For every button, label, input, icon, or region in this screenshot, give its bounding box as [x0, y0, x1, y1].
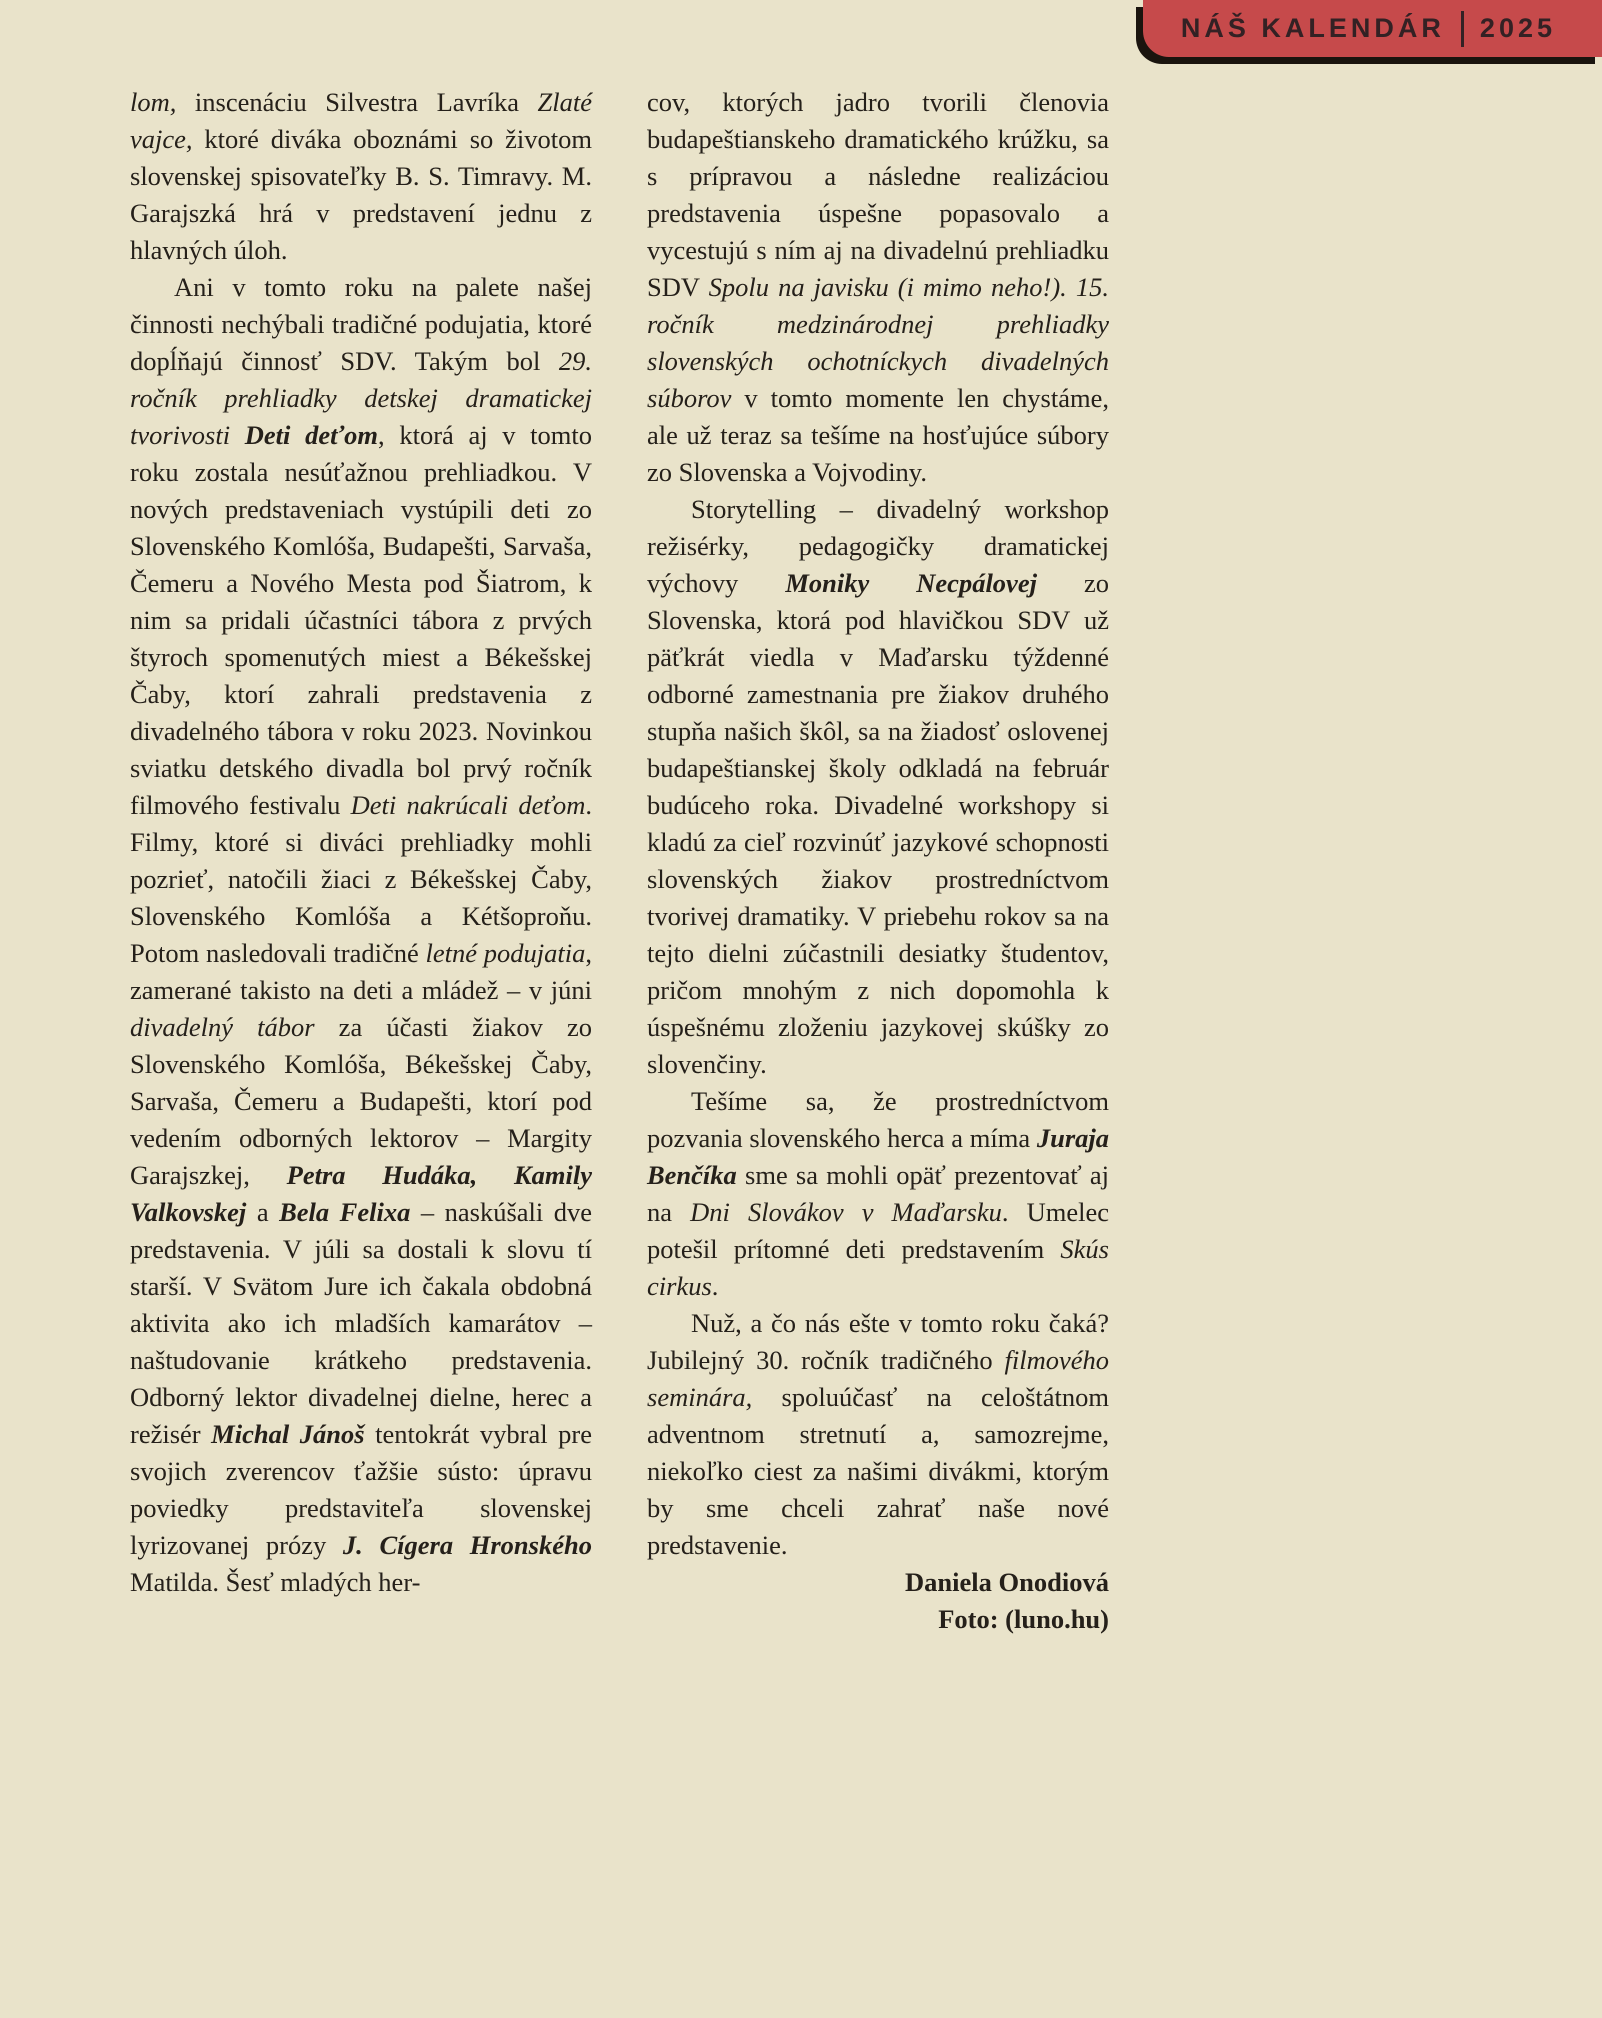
text-run: . Umelec potešil prítomné deti predstavením	[647, 1197, 1110, 1264]
text-run: sme sa mohli opäť prezentovať aj na	[647, 1160, 1109, 1227]
text-run: Nuž, a čo nás ešte v tomto roku čaká? Jubilejný 30. ročník tradičného	[647, 1308, 1109, 1375]
text-run: Deti deťom	[244, 420, 379, 450]
text-run: , ktorá aj v tomto roku zostala nesúťažnou prehliadkou. V nových predstaveniach vystúpili deti zo Slovenského Komlóša, Budapešti, Sarvaša, Čemeru a Nového Mesta pod Šiatrom, k nim sa pridali účastníci tábora z prvých štyroch spomenutých miest a Békešskej Čaby, ktorí zahrali predstavenia z divadelného tábora v roku 2023. Novinkou sviatku detského divadla bol prvý ročník filmového festivalu	[130, 420, 592, 820]
article-column-left	[130, 84, 592, 1638]
paragraph	[647, 1083, 1109, 1305]
text-run: Michal Jánoš	[211, 1419, 365, 1449]
text-run: Skús cirkus	[647, 1234, 1109, 1301]
text-run: zo Slovenska, ktorá pod hlavičkou SDV už päťkrát viedla v Maďarsku týždenné odborné zamestnania pre žiakov druhého stupňa našich škôl, sa na žiadosť oslovenej budapeštianskej školy odkladá na február budúceho roka. Divadelné workshopy si kladú za cieľ rozvinúť jazykové schopnosti slovenských žiakov prostredníctvom tvorivej dramatiky. V priebehu rokov sa na tejto dielni zúčastnili desiatky študentov, pričom mnohým z nich dopomohla k úspešnému zloženiu jazykovej skúšky zo slovenčiny.	[647, 568, 1110, 1079]
text-run: J. Cígera Hronského	[342, 1530, 592, 1560]
text-run: Bela Felixa	[279, 1197, 411, 1227]
text-run: Juraja Benčíka	[647, 1123, 1109, 1190]
text-run: letné podujatia	[425, 938, 586, 968]
text-run: Storytelling – divadelný workshop režisérky, pedagogičky dramatickej výchovy	[647, 494, 1109, 598]
badge-title: NÁŠ KALENDÁR	[1180, 13, 1445, 43]
text-run: za účasti žiakov zo Slovenského Komlóša, Békešskej Čaby, Sarvaša, Čemeru a Budapešti, ktorí pod vedením odborných lektorov – Margity Garajszkej,	[130, 1012, 593, 1190]
badge-year: 2025	[1479, 13, 1556, 43]
paragraph	[130, 84, 592, 269]
signature-line: Daniela Onodiová	[905, 1567, 1109, 1597]
text-run: . Filmy, ktoré si diváci prehliadky mohli pozrieť, natočili žiaci z Békešskej Čaby, Slovenského Komlóša a Kétšoproňu. Potom nasledovali tradičné	[130, 790, 592, 968]
article	[130, 84, 1109, 1638]
text-run: Petra Hudáka, Kamily Valkovskej	[130, 1160, 592, 1227]
signature	[647, 1564, 1109, 1638]
text-run: filmového seminára,	[647, 1345, 1109, 1412]
text-run: Zlaté vajce,	[130, 87, 592, 154]
text-run: a	[246, 1197, 280, 1227]
text-run: cov, ktorých jadro tvorili členovia budapeštianskeho dramatického krúžku, sa s prípravou a následne realizáciou predstavenia úspešne popasovalo a vycestujú s ním aj na divadelnú prehliadku SDV	[647, 87, 1109, 302]
paragraph	[647, 491, 1109, 1083]
text-run: spoluúčasť na celoštátnom adventnom stretnutí a, samozrejme, niekoľko ciest za našimi divákmi, ktorým by sme chceli zahrať naše nové predstavenie.	[647, 1382, 1109, 1560]
badge-separator	[1461, 11, 1464, 47]
text-run: ktoré diváka oboznámi so životom slovenskej spisovateľky B. S. Timravy. M. Garajszká hrá v predstavení jednu z hlavných úloh.	[130, 124, 592, 265]
text-run: .	[711, 1271, 719, 1301]
text-run: v tomto momente len chystáme, ale už teraz sa tešíme na hosťujúce súbory zo Slovenska a Vojvodiny.	[647, 383, 1109, 487]
text-run: Dni Slovákov v Maďarsku	[690, 1197, 1002, 1227]
text-run: 29. ročník prehliadky detskej dramatickej tvorivosti	[130, 346, 592, 450]
text-run: lom,	[130, 87, 195, 117]
text-run: divadelný tábor	[130, 1012, 315, 1042]
text-run: tentokrát vybral pre svojich zverencov ťažšie sústo: úpravu poviedky predstaviteľa slovenskej lyrizovanej prózy	[130, 1419, 592, 1560]
article-column-right-paragraphs	[647, 84, 1109, 1564]
text-run: – naskúšali dve predstavenia. V júli sa dostali k slovu tí starší. V Svätom Jure ich čakala obdobná aktivita ako ich mladších kamarátov – naštudovanie krátkeho predstavenia. Odborný lektor divadelnej dielne, herec a režisér	[130, 1197, 593, 1449]
signature-line: Foto: (luno.hu)	[938, 1604, 1109, 1634]
paragraph	[647, 84, 1109, 491]
header-badge	[1143, 0, 1602, 57]
text-run: inscenáciu Silvestra Lavríka	[194, 87, 538, 117]
paragraph	[130, 269, 592, 1601]
text-run: Moniky Necpálovej	[785, 568, 1037, 598]
text-run: Tešíme sa, že prostredníctvom pozvania slovenského herca a míma	[647, 1086, 1109, 1153]
article-column-right	[647, 84, 1109, 1638]
text-run: Matilda. Šesť mladých her-	[130, 1567, 421, 1597]
text-run: Ani v tomto roku na palete našej činnosti nechýbali tradičné podujatia, ktoré dopĺňajú činnosť SDV. Takým bol	[130, 272, 592, 376]
text-run: , zamerané takisto na deti a mládež – v júni	[130, 938, 592, 1005]
paragraph	[647, 1305, 1109, 1564]
text-run: Deti nakrúcali deťom	[350, 790, 586, 820]
text-run: Spolu na javisku (i mimo neho!). 15. ročník medzinárodnej prehliadky slovenských ochotníckych divadelných súborov	[647, 272, 1109, 413]
